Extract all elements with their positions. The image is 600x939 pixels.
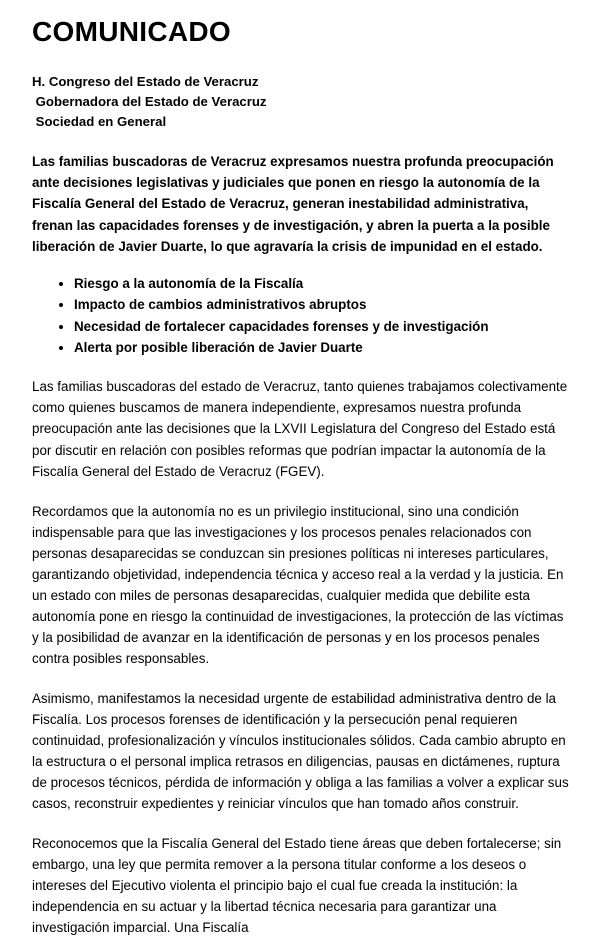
intro-paragraph: Las familias buscadoras de Veracruz expresamos nuestra profunda preocupación ante decisiones legislativas y judiciales que ponen en riesgo la autonomía de la Fiscalía General del Estado de Veracruz, generan inestabilidad administrativa, frenan las capacidades forenses y de investigación, y abren la puerta a la posible liberación de Javier Duarte, lo que agravaría la crisis de impunidad en el estado. (32, 154, 554, 254)
addressee-congress: H. Congreso del Estado de Veracruz (32, 74, 259, 89)
addressee-governor: Gobernadora del Estado de Veracruz (32, 93, 267, 109)
addressee-block (32, 72, 570, 131)
addressee-society: Sociedad en General (32, 113, 167, 129)
bullet-item-duarte-alert: • Alerta por posible liberación de Javier Duarte (74, 337, 570, 358)
bullet-item-administrative-changes: • Impacto de cambios administrativos abruptos (74, 294, 570, 315)
body-paragraph-2: Recordamos que la autonomía no es un privilegio institucional, sino una condición indispensable para que las investigaciones y los procesos penales relacionados con personas desaparecidas se conduzcan sin presiones políticas ni intereses particulares, garantizando objetividad, independencia técnica y acceso real a la verdad y la justicia. En un estado con miles de personas desaparecidas, cualquier medida que debilite esta autonomía pone en riesgo la continuidad de investigaciones, la protección de las víctimas y la posibilidad de avanzar en la identificación de personas y en los procesos penales contra posibles responsables. (32, 503, 564, 666)
body-paragraph-3: Asimismo, manifestamos la necesidad urgente de estabilidad administrativa dentro de la Fiscalía. Los procesos forenses de identificación y la persecución penal requieren continuidad, profesionalización y vínculos institucionales sólidos. Cada cambio abrupto en la estructura o el personal implica retrasos en diligencias, pausas en dictámenes, ruptura de procesos técnicos, pérdida de información y obliga a las familias a volver a explicar sus casos, reconstruir expedientes y reiniciar vínculos que han tomado años construir. (32, 690, 569, 812)
document-title: COMUNICADO (32, 16, 231, 47)
body-paragraph-1: Las familias buscadoras del estado de Veracruz, tanto quienes trabajamos colectivamente como quienes buscamos de manera independiente, expresamos nuestra profunda preocupación ante las decisiones que la LXVII Legislatura del Congreso del Estado está por discutir en relación con posibles reformas que podrían impactar la autonomía de la Fiscalía General del Estado de Veracruz (FGEV). (32, 379, 568, 479)
body-paragraph-4: Reconocemos que la Fiscalía General del Estado tiene áreas que deben fortalecerse; sin embargo, una ley que permita remover a la persona titular conforme a los deseos o intereses del Ejecutivo violenta el principio bajo el cual fue creada la institución: la independencia en su actuar y la libertad técnica necesaria para garantizar una investigación imparcial. Una Fiscalía (32, 836, 562, 936)
bullet-list (32, 273, 570, 359)
bullet-item-autonomy: • Riesgo a la autonomía de la Fiscalía (74, 273, 570, 294)
bullet-item-forensic-capacities: • Necesidad de fortalecer capacidades forenses y de investigación (74, 316, 570, 337)
